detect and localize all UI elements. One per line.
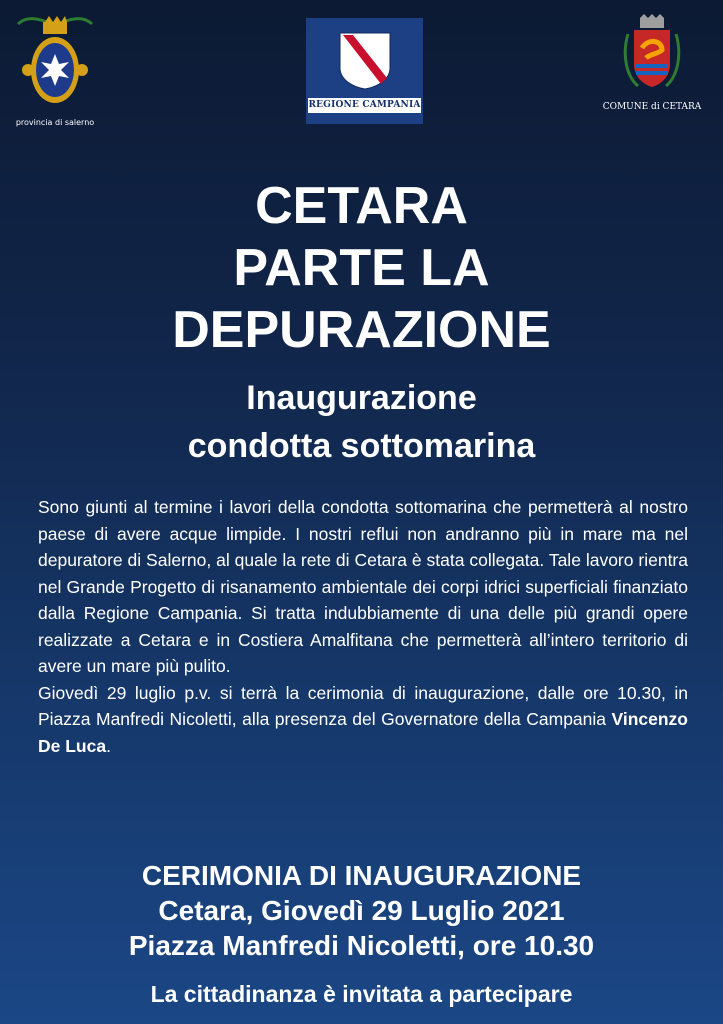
event-details <box>0 858 723 963</box>
regione-shield-icon <box>339 32 391 90</box>
event-date: Cetara, Giovedì 29 Luglio 2021 <box>158 895 565 926</box>
comune-caption: COMUNE di CETARA <box>602 102 702 112</box>
subtitle-line-1: Inaugurazione <box>246 379 477 417</box>
title-line-2: PARTE LA <box>233 239 490 297</box>
subtitle <box>0 374 723 470</box>
body-paragraph-2-text: Giovedì 29 luglio p.v. si terrà la cerimonia di inaugurazione, dalle ore 10.30, in Piazza Manfredi Nicoletti, alla presenza del Governatore della Campania <box>38 682 688 729</box>
provincia-salerno-logo <box>14 12 96 127</box>
cetara-crest-icon <box>622 14 682 94</box>
announcement-body <box>38 494 688 759</box>
body-paragraph-2-end: . <box>106 735 111 756</box>
regione-caption: REGIONE CAMPANIA <box>308 98 421 113</box>
event-location: Piazza Manfredi Nicoletti, ore 10.30 <box>128 930 595 961</box>
subtitle-line-2: condotta sottomarina <box>187 427 536 465</box>
provincia-crest-icon <box>14 12 96 112</box>
comune-cetara-logo <box>596 14 708 112</box>
header-logos <box>0 0 723 135</box>
governor-name: Vincenzo De Luca <box>38 709 688 756</box>
regione-campania-logo <box>306 18 423 124</box>
title-line-3: DEPURAZIONE <box>172 301 551 359</box>
provincia-caption: provincia di salerno <box>15 118 95 127</box>
title-line-1: CETARA <box>255 177 468 235</box>
body-paragraph-2 <box>38 680 688 760</box>
invitation-line: La cittadinanza è invitata a partecipare <box>150 981 573 1007</box>
page-title <box>0 175 723 361</box>
body-paragraph-1: Sono giunti al termine i lavori della condotta sottomarina che permetterà al nostro paese di avere acque limpide. I nostri reflui non andranno più in mare ma nel depuratore di Salerno, al quale la rete di Cetara è stata collegata. Tale lavoro rientra nel Grande Progetto di risanamento ambientale dei corpi idrici superficiali finanziato dalla Regione Campania. Si tratta indubbiamente di una delle più grandi opere realizzate a Cetara e in Costiera Amalfitana che permetterà all’intero territorio di avere un mare più pulito. <box>38 497 688 676</box>
event-heading: CERIMONIA DI INAUGURAZIONE <box>141 860 582 891</box>
